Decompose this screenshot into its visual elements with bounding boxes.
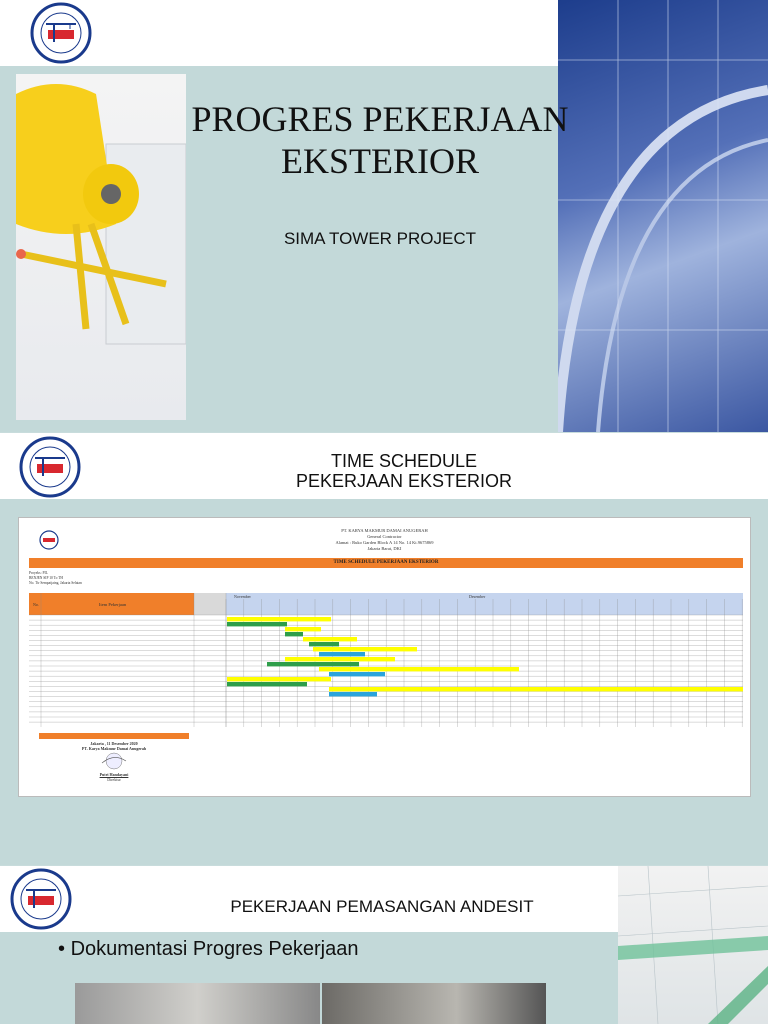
gantt-col-month1: November xyxy=(234,594,251,599)
gantt-bar xyxy=(329,687,743,691)
gantt-header-weeks xyxy=(194,593,226,615)
gantt-bar xyxy=(309,642,339,646)
schedule-sheet-image xyxy=(18,517,751,797)
gantt-bar xyxy=(285,657,395,661)
gantt-bar xyxy=(329,692,377,696)
progress-photo-1 xyxy=(75,983,320,1024)
sheet-company-sub: General Contractor xyxy=(367,534,402,539)
slide-andesit xyxy=(0,866,768,1024)
gantt-bar xyxy=(227,677,331,681)
progress-photo-2 xyxy=(322,983,546,1024)
gantt-bar xyxy=(303,637,357,641)
gantt-bar xyxy=(227,622,287,626)
gantt-bar xyxy=(227,682,307,686)
sign-date: Jakarta , 11 Desember 2020 xyxy=(90,741,138,746)
building-structure-photo xyxy=(558,0,768,432)
company-logo-icon xyxy=(26,2,96,64)
company-logo-icon xyxy=(6,868,76,930)
gantt-col-month2: Desember xyxy=(469,594,486,599)
slide-title-text: PEKERJAAN PEMASANGAN ANDESIT xyxy=(230,897,534,916)
sheet-header xyxy=(19,528,750,552)
meta-line-2: BENJEN SIP 10 To TH xyxy=(29,576,64,580)
sign-role: Direktur xyxy=(107,777,121,782)
meta-line-1: Proyeks: PIL xyxy=(29,571,48,575)
sheet-city: Jakarta Barat, DKI xyxy=(367,546,402,551)
gantt-bar xyxy=(319,652,365,656)
signature-stamp-icon xyxy=(94,751,134,771)
title-line-1: TIME SCHEDULE xyxy=(330,451,478,471)
slide-subtitle: SIMA TOWER PROJECT xyxy=(283,229,477,248)
signature-block xyxy=(39,733,189,782)
gantt-bar xyxy=(313,647,417,651)
gantt-bar xyxy=(285,632,303,636)
company-logo-icon xyxy=(15,436,85,498)
slide-title xyxy=(0,0,768,432)
signature-bar xyxy=(39,733,189,739)
sheet-meta xyxy=(29,571,82,586)
bullet-text: Dokumentasi Progres Pekerjaan xyxy=(70,938,359,960)
helmet-tools-photo xyxy=(16,74,186,420)
blueprint-photo xyxy=(618,866,768,1024)
gantt-bar xyxy=(267,662,359,666)
title-line-1: PROGRES PEKERJAAN xyxy=(191,99,569,139)
gantt-bar xyxy=(319,667,519,671)
title-line-2: EKSTERIOR xyxy=(281,141,479,181)
title-line-2: PEKERJAAN EKSTERIOR xyxy=(295,471,513,491)
slide-title-text xyxy=(254,451,554,491)
gantt-grid xyxy=(29,593,743,727)
gantt-bar xyxy=(227,617,331,621)
slide-title-text xyxy=(170,98,590,182)
gantt-col-no: No. xyxy=(33,602,39,607)
slide-time-schedule xyxy=(0,433,768,865)
sign-name: Putri Handayani xyxy=(99,772,129,777)
meta-line-3: No. Ttr Sempatjaing, Jakarta Selatan xyxy=(29,581,82,585)
sheet-company: PT. KARYA MAKMUR DAMAI ANUGERAH xyxy=(341,528,428,533)
sheet-address: Alamat : Ruko Garden Block A 14 No. 14 Kt.9675869 xyxy=(335,540,434,545)
bullet-item: • Dokumentasi Progres Pekerjaan xyxy=(58,938,359,960)
gantt-bar xyxy=(329,672,385,676)
sheet-title-band: TIME SCHEDULE PEKERJAAN EKSTERIOR xyxy=(29,558,743,568)
gantt-bar xyxy=(285,627,321,631)
sign-company: PT. Karya Makmur Damai Anugerah xyxy=(81,746,147,751)
gantt-col-item: Item Pekerjaan xyxy=(99,602,127,607)
